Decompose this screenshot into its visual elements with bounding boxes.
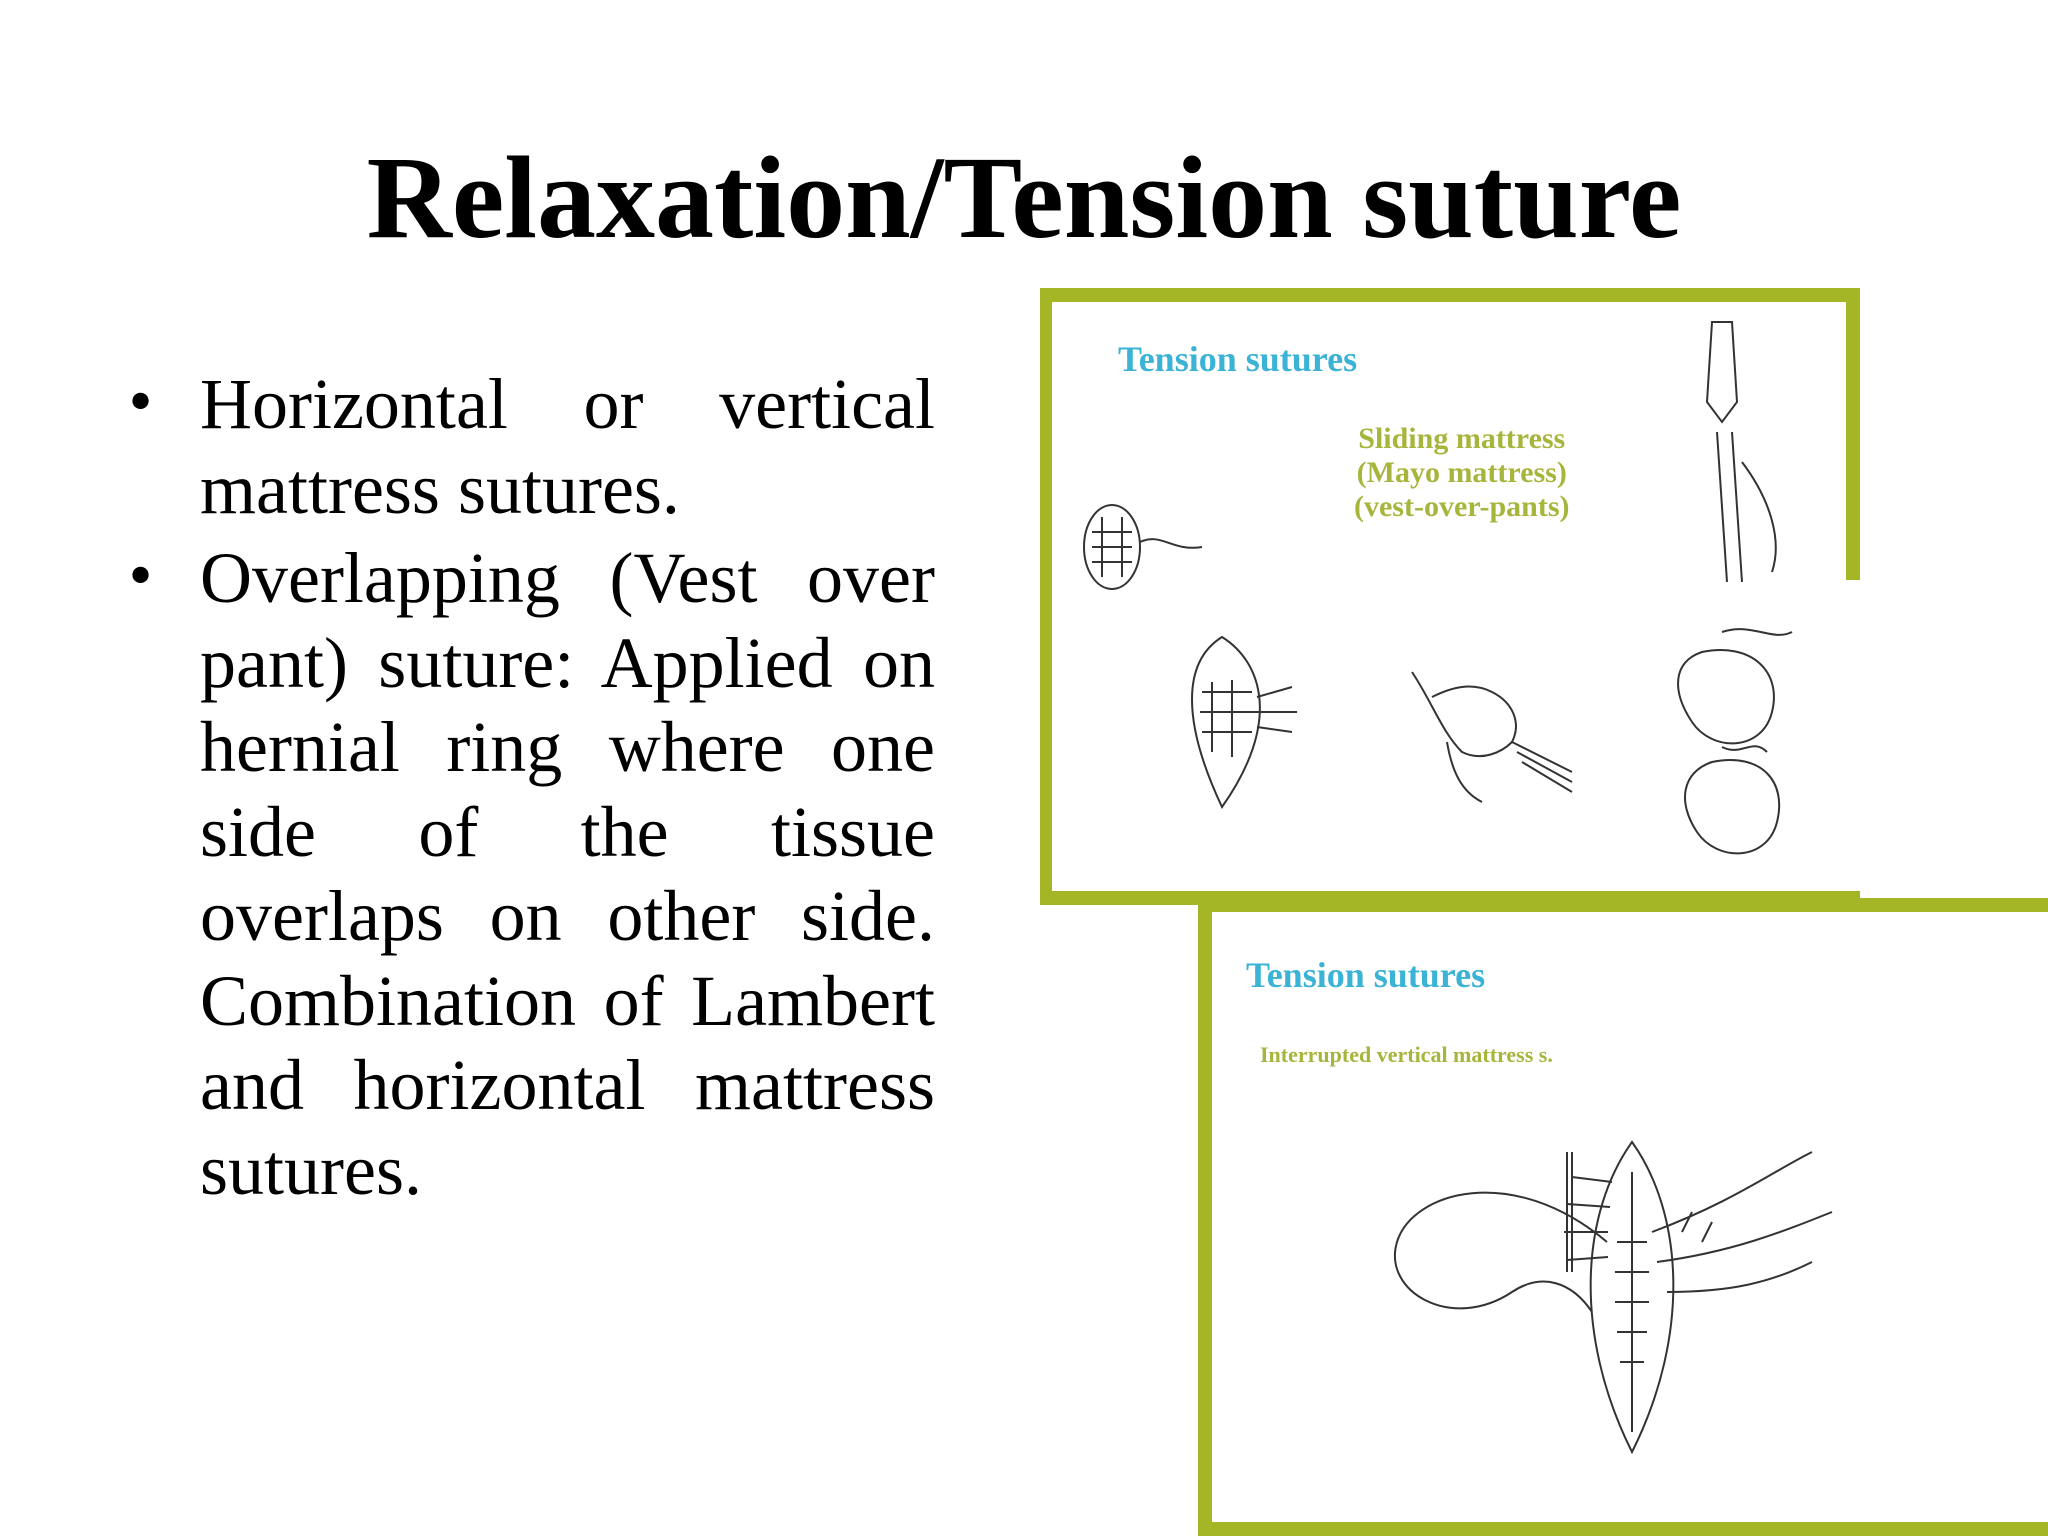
caption-line: (Mayo mattress)	[1356, 456, 1567, 489]
figure-heading: Tension sutures	[1118, 339, 1358, 379]
figure-caption: Interrupted vertical mattress s.	[1260, 1042, 1553, 1067]
bullet-text: Overlapping (Vest over pant) suture: Applied on hernial ring where one side of the tissue overlaps on other side. Combination of Lambert and horizontal mattress sutures.	[200, 538, 935, 1210]
slide-title: Relaxation/Tension suture	[366, 132, 1682, 263]
suture-sketch-illustration	[1052, 302, 1860, 891]
bullet-symbol: •	[124, 545, 158, 610]
bullet-item	[120, 362, 935, 531]
caption-line: (vest-over-pants)	[1354, 490, 1570, 523]
bullet-item	[120, 536, 935, 1212]
tension-sutures-figure-top	[1040, 288, 1860, 905]
caption-line: Sliding mattress	[1358, 422, 1566, 455]
bullet-symbol: •	[124, 371, 158, 436]
figure-heading: Tension sutures	[1246, 955, 1486, 995]
vertical-mattress-sketch	[1212, 912, 2048, 1522]
bullet-text: Horizontal or vertical mattress sutures.	[200, 364, 935, 529]
tension-sutures-figure-bottom	[1198, 898, 2048, 1536]
bullet-list	[120, 362, 935, 1217]
